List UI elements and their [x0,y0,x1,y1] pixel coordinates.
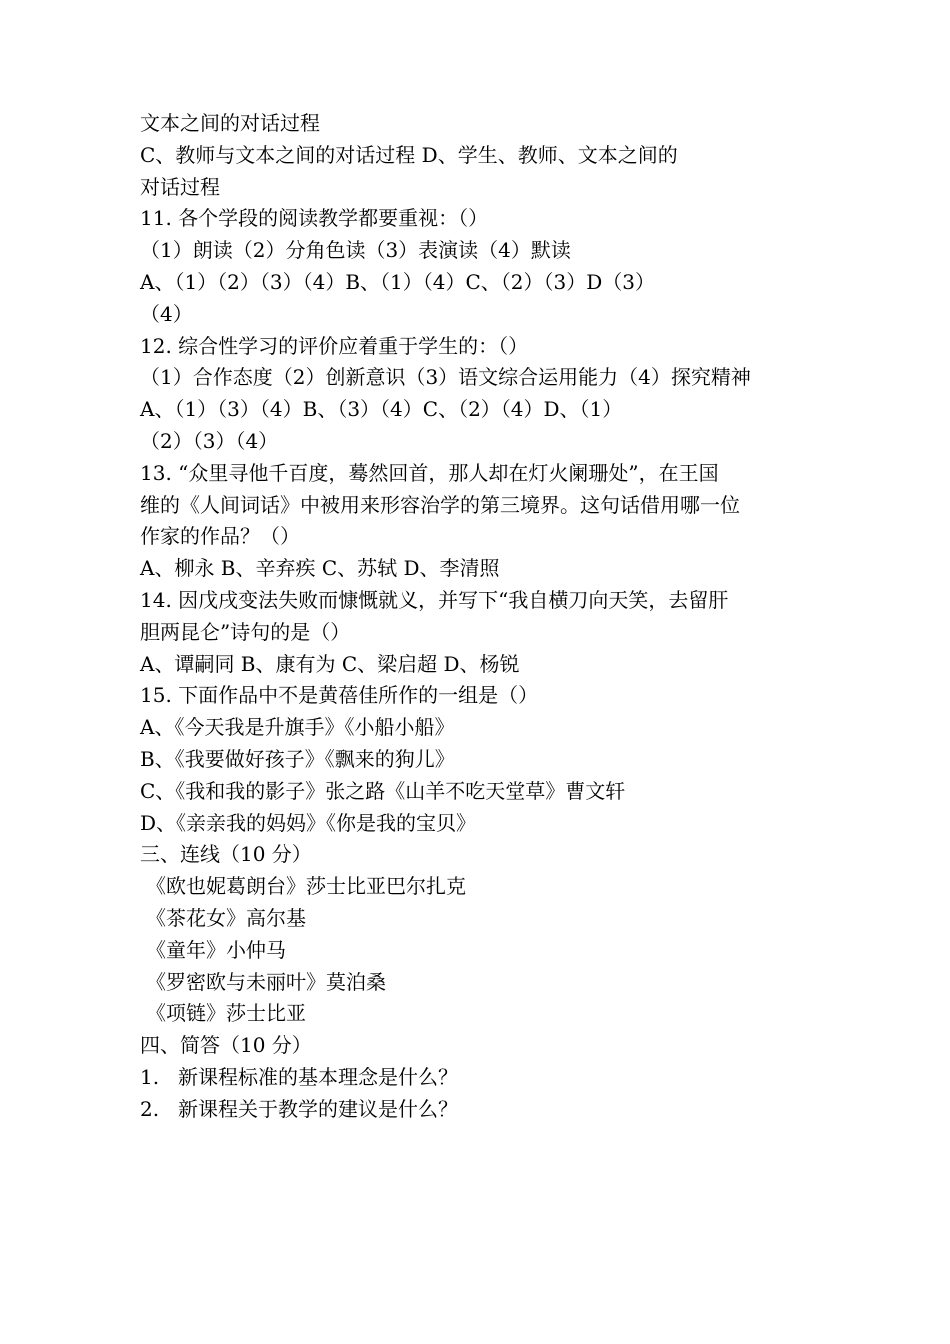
question-number: 2. [140,1096,160,1121]
question-13: 13. “众里寻他千百度，蓦然回首，那人却在灯火阑珊处”，在王国 [140,460,719,485]
option-b: B、《我要做好孩子》《飘来的狗儿》 [140,746,455,771]
matching-item: 《茶花女》高尔基 [146,905,306,930]
text-line: 维的《人间词话》中被用来形容治学的第三境界。这句话借用哪一位 [140,492,740,517]
question-12: 12. 综合性学习的评价应着重于学生的：（） [140,333,529,358]
answer-options: A、（1）（2）（3）（4）B、（1）（4）C、（2）（3）D（3） [140,269,655,294]
text-line: C、教师与文本之间的对话过程 D、学生、教师、文本之间的 [140,142,678,167]
question-11: 11. 各个学段的阅读教学都要重视：（） [140,206,489,231]
short-answer-question-2 [140,1094,820,1126]
text-line: 作家的作品？（） [140,524,300,549]
section-heading-short-answer: 四、简答（10 分） [140,1033,312,1058]
text-line: （1）朗读（2）分角色读（3）表演读（4）默读 [140,238,571,263]
answer-options: A、（1）（3）（4）B、（3）（4）C、（2）（4）D、（1） [140,397,623,422]
option-c: C、《我和我的影子》张之路《山羊不吃天堂草》曹文轩 [140,778,626,803]
answer-options: A、谭嗣同 B、康有为 C、梁启超 D、杨锐 [140,651,520,676]
section-heading-matching: 三、连线（10 分） [140,842,312,867]
text-line: （1）合作态度（2）创新意识（3）语文综合运用能力（4）探究精神 [140,365,751,390]
question-15: 15. 下面作品中不是黄蓓佳所作的一组是（） [140,683,539,708]
option-a: A、《今天我是升旗手》《小船小船》 [140,715,455,740]
option-d: D、《亲亲我的妈妈》《你是我的宝贝》 [140,810,477,835]
text-line: （2）（3）（4） [140,428,279,453]
text-line: 对话过程 [140,174,220,199]
question-text: 新课程关于教学的建议是什么？ [178,1096,458,1121]
matching-item: 《欧也妮葛朗台》莎士比亚巴尔扎克 [146,874,466,899]
text-line: （4） [140,301,193,326]
question-14: 14. 因戊戌变法失败而慷慨就义，并写下“我自横刀向天笑，去留肝 [140,587,729,612]
matching-item: 《罗密欧与未丽叶》莫泊桑 [146,969,386,994]
question-text: 新课程标准的基本理念是什么？ [178,1064,458,1089]
matching-item: 《项链》莎士比亚 [146,1001,306,1026]
document-body [140,108,820,1126]
matching-item: 《童年》小仲马 [146,937,286,962]
text-line: 胆两昆仑”诗句的是（） [140,619,351,644]
answer-options: A、柳永 B、辛弃疾 C、苏轼 D、李清照 [140,556,500,581]
short-answer-question-1 [140,1062,820,1094]
question-number: 1. [140,1064,160,1089]
text-line: 文本之间的对话过程 [140,111,320,135]
